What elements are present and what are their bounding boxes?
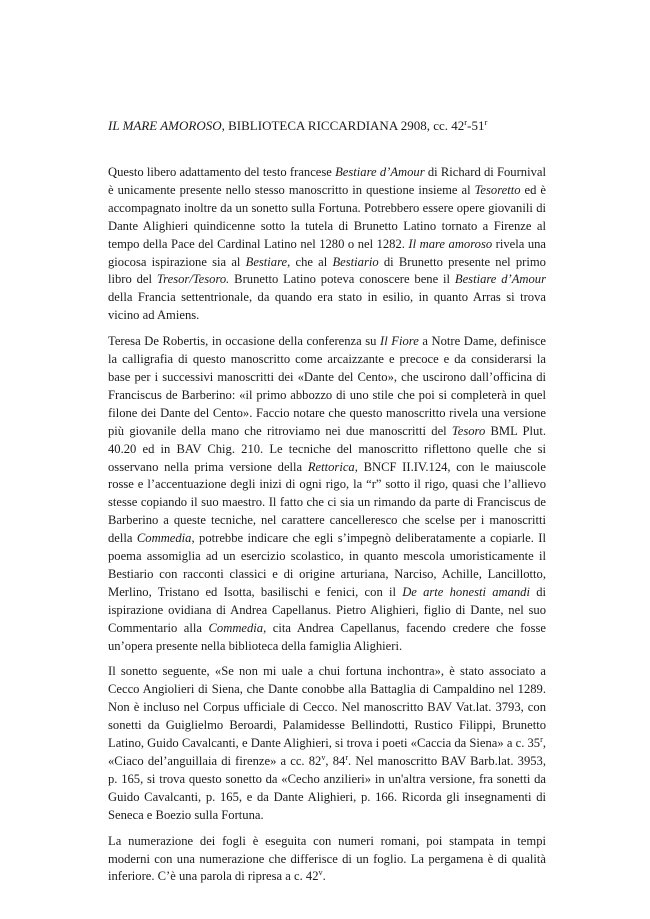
text-run: Questo libero adattamento del testo francese xyxy=(108,165,336,179)
italic-text-run: Tresor/Tesoro. xyxy=(156,272,230,287)
paragraph-4 xyxy=(108,833,546,887)
text-run: Teresa De Robertis, in occasione della conferenza su xyxy=(108,334,381,349)
text-run: di ispirazione ovidiana di Andrea Capellanus. Pietro Alighieri, figlio di Dante, nel suo Commentario alla xyxy=(108,584,547,635)
text-run: di Richard di Fournival è unicamente presente nello stesso manoscritto in questione insieme al xyxy=(108,165,546,197)
italic-text-run: Bestiare xyxy=(245,254,288,269)
italic-text-run: Il Fiore xyxy=(380,334,419,349)
italic-text-run: Tesoretto xyxy=(474,182,521,197)
text-run: , BNCF II.IV.124, con le maiuscole rosse e l’accentuazione degli inizi di ogni rigo, la “r” sotto il rigo, quasi che l’allievo stesse copiando il suo maestro. Il fatto che ci sia un rimando da parte di Franciscus de Barberino a queste tecniche, nel carattere cancelleresco che scelse per i manoscritti della xyxy=(108,459,546,546)
text-run: BML Plut. 40.20 ed in BAV Chig. 210. Le tecniche del manoscritto riflettono quelle che si osservano nella prima versione della xyxy=(108,423,546,474)
text-run: , «Ciaco del’anguillaia di firenze» a cc. 82 xyxy=(108,736,546,768)
italic-text-run: De arte honesti amandi xyxy=(402,584,530,599)
title-range: -51 xyxy=(467,118,485,133)
text-run: , che al xyxy=(287,254,333,269)
title-text: , BIBLIOTECA RICCARDIANA 2908, cc. 42 xyxy=(221,118,465,133)
italic-text-run: Bestiare d’Amour xyxy=(454,272,547,287)
text-run: , 84 xyxy=(325,754,346,768)
italic-text-run: Bestiare d’Amour xyxy=(335,165,425,179)
title-sup-recto-1: r xyxy=(464,116,468,127)
folio-superscript: r xyxy=(540,735,543,745)
paragraph-2 xyxy=(108,333,546,655)
text-run: . xyxy=(322,869,326,884)
italic-text-run: Il mare amoroso xyxy=(408,236,493,251)
text-run: ed è accompagnato inoltre da un sonetto sulla Fortuna. Potrebbero essere opere giovanili di Dante Alighieri quindicenne sotto la tutela di Brunetto Latino tornato a Firenze al tempo della Pace del Cardinal Latino nel 1280 o nel 1282. xyxy=(108,182,546,251)
text-run: , potrebbe indicare che egli s’impegnò deliberatamente a copiarle. Il poema assomiglia ad un esercizio scolastico, in quanto mescola umoristicamente il Bestiario con racconti classici e di origine arturiana, Narciso, Achille, Lancillotto, Merlino, Tristano ed Isotta, basilischi e fenici, con il xyxy=(108,531,546,599)
document-title xyxy=(108,118,548,134)
document-body xyxy=(108,164,546,894)
text-run: Il sonetto seguente, «Se non mi uale a chui fortuna inchontra», è stato associato a Cecco Angiolieri di Siena, che Dante conobbe alla Battaglia di Campaldino nel 1289. Non è incluso nel Corpus ufficiale di Cecco. Nel manoscritto BAV Vat.lat. 3793, con sonetti da Guiglielmo Beroardi, Palamidesse Bellindotti, Rustico Filippi, Brunetto Latino, Guido Cavalcanti, e Dante Alighieri, si trova i poeti «Caccia da Siena» a c. 35 xyxy=(108,664,546,751)
italic-text-run: Commedia xyxy=(136,531,192,546)
text-run: rivela una giocosa ispirazione sia al xyxy=(108,236,547,269)
text-run: Brunetto Latino poteva conoscere bene il xyxy=(229,272,455,287)
italic-text-run: Bestiario xyxy=(332,254,379,269)
text-run: . Nel manoscritto BAV Barb.lat. 3953, p. 165, si trova questo sonetto da «Cecho anzilieri» in un'altra versione, fra sonetti da Guido Cavalcanti, p. 165, e da Dante Alighieri, p. 166. Ricorda gli insegnamenti di Seneca e Boezio sulla Fortuna. xyxy=(108,754,546,822)
folio-superscript: r xyxy=(345,753,349,763)
folio-superscript: v xyxy=(318,868,323,878)
text-run: cita Andrea Capellanus, facendo credere che fosse un’opera presente nella biblioteca della famiglia Alighieri. xyxy=(108,620,546,653)
italic-text-run: Rettorica xyxy=(307,459,355,474)
folio-superscript: v xyxy=(321,753,326,763)
italic-text-run: Tesoro xyxy=(451,423,486,438)
text-run: della Francia settentrionale, da quando era stato in esilio, in quanto Arras si trova vicino ad Amiens. xyxy=(108,290,546,323)
text-run: a Notre Dame, definisce la calligrafia di questo manoscritto come arcaizzante e precoce e da considerarsi la base per i successivi manoscritti dei «Dante del Cento», che uscirono dall’officina di Franciscus de Barberino: «il primo abbozzo di uno stile che poi si completerà in quel filone dei Dante del Cento». Faccio notare che questo manoscritto rivela una versione più giovanile della mano che ritroviamo nei due manoscritti del xyxy=(108,334,546,438)
paragraph-3 xyxy=(108,663,546,824)
text-run: La numerazione dei fogli è eseguita con numeri romani, poi stampata in tempi moderni con una numerazione che differisce di un foglio. La pergamena è di qualità inferiore. C’è una parola di ripresa a c. 42 xyxy=(108,833,546,884)
italic-text-run: Commedia, xyxy=(208,620,267,635)
title-sup-recto-2: r xyxy=(484,116,488,127)
text-run: di Brunetto presente nel primo libro del xyxy=(108,254,546,287)
title-italic: IL MARE AMOROSO xyxy=(108,118,222,133)
paragraph-1 xyxy=(108,164,546,325)
